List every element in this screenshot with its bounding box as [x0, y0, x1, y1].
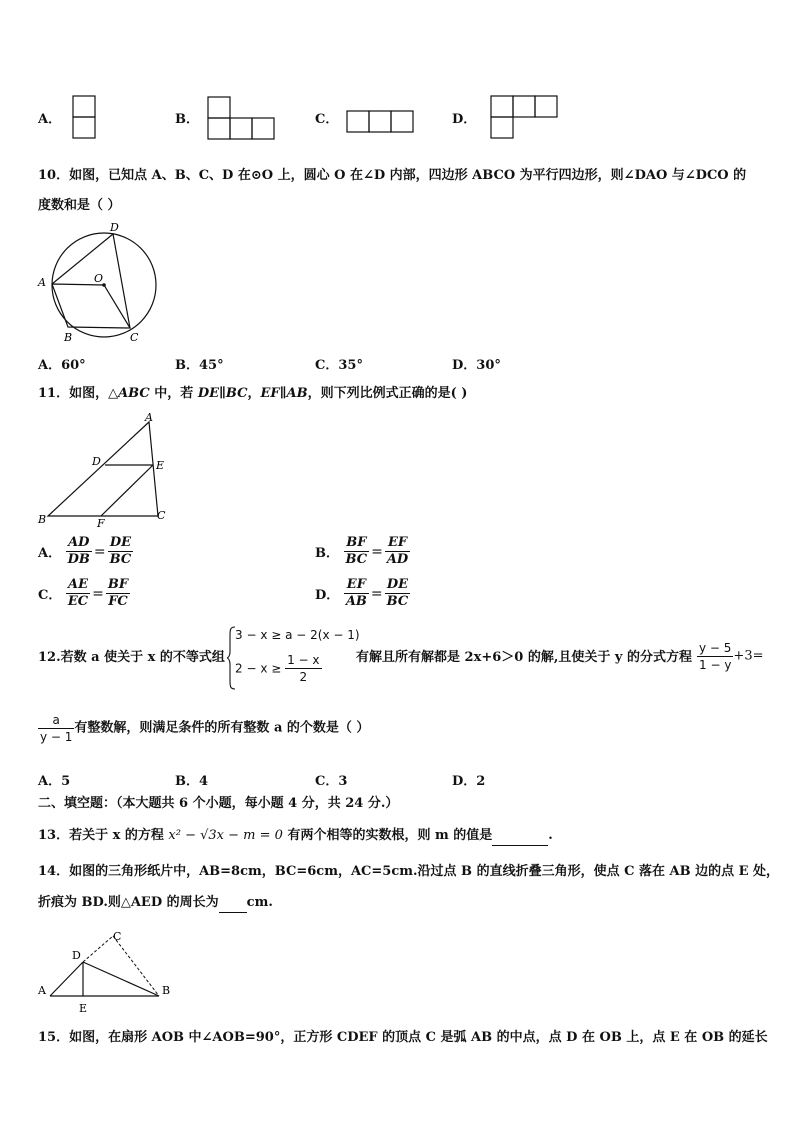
q13-stem-post: 有两个相等的实数根，则 m 的值是 — [282, 828, 493, 843]
q13-answer-blank[interactable] — [492, 831, 548, 846]
q11-label-d: D — [92, 455, 101, 468]
q11-stem-cond1: DE∥BC — [197, 386, 248, 401]
q11-stem-triangle: △ABC — [108, 386, 150, 401]
q11-stem-sep: ， — [247, 386, 261, 401]
q12-options — [0, 770, 794, 790]
fraction-numerator: EF — [344, 577, 369, 594]
q11-stem-cond2: EF∥AB — [260, 386, 308, 401]
q11-option-a-left-fraction — [66, 535, 92, 568]
q11-option-b[interactable] — [315, 535, 410, 568]
q12-inequality-system — [226, 624, 360, 692]
q13-stem — [38, 826, 553, 846]
q12-equation-rhs-fraction — [38, 712, 74, 745]
q9-option-c-label[interactable]: C． — [315, 112, 339, 127]
q11-option-d-right-fraction — [385, 577, 411, 610]
q11-option-b-left-fraction — [344, 535, 370, 568]
section-2-heading: 二、填空题：（本大题共 6 个小题，每小题 4 分，共 24 分.） — [38, 796, 399, 811]
fraction-denominator: y − 1 — [40, 730, 73, 744]
q11-label-e: E — [156, 459, 165, 472]
q12-stem-mid — [356, 648, 692, 668]
q11-option-c[interactable] — [38, 577, 130, 610]
equals-sign: = — [92, 585, 104, 602]
q11-figure — [36, 412, 176, 532]
fraction-numerator: a — [38, 712, 74, 729]
q10-quad-abco — [52, 284, 130, 328]
q12-option-c[interactable]: C．3 — [315, 774, 348, 789]
q9-option-a-label[interactable]: A． — [38, 112, 62, 127]
q9-option-d-figure — [490, 95, 562, 143]
q11-option-c-label: C． — [38, 588, 62, 603]
q11-stem-pre: 11．如图， — [38, 386, 109, 401]
q11-option-a[interactable] — [38, 535, 133, 568]
q11-option-b-right-fraction — [385, 535, 410, 568]
q11-stem — [38, 384, 467, 404]
q10-option-c[interactable]: C．35° — [315, 358, 363, 373]
q11-stem-post: ，则下列比例式正确的是( ) — [307, 386, 468, 401]
equals-sign: = — [371, 543, 383, 560]
q11-label-b: B — [38, 513, 47, 526]
q11-option-a-label: A． — [38, 546, 62, 561]
fraction-numerator: 1 − x — [287, 653, 320, 667]
q11-triangle-abc — [48, 422, 158, 516]
q10-label-d: D — [110, 221, 119, 234]
q11-label-f: F — [97, 517, 105, 530]
fraction-denominator: EC — [67, 594, 89, 609]
q11-option-c-left-fraction — [66, 577, 90, 610]
q14-label-c: C — [113, 930, 122, 943]
fraction-denominator: AD — [386, 552, 409, 567]
q12-inequality-2 — [235, 652, 322, 685]
fraction-numerator: BF — [344, 535, 370, 552]
fraction-numerator: DE — [108, 535, 134, 552]
fraction-denominator: DB — [67, 552, 90, 567]
q9-option-a-figure — [72, 95, 98, 141]
q10-option-a[interactable]: A．60° — [38, 358, 86, 373]
q9-option-b-figure — [207, 96, 279, 142]
q14-line2 — [38, 893, 273, 913]
q14-figure — [34, 926, 176, 1018]
q12-inequality-2-fraction — [285, 652, 321, 685]
equals-sign: = — [370, 585, 383, 602]
q12-stem-pre: 12.若数 a 使关于 x 的不等式组 — [38, 650, 225, 665]
q14-answer-blank[interactable] — [219, 898, 247, 913]
q10-options — [0, 354, 794, 374]
q9-option-c-figure — [346, 110, 416, 134]
q15-line1: 15．如图，在扇形 AOB 中∠AOB=90°，正方形 CDEF 的顶点 C 是弧 AB 的中点，点 D 在 OB 上，点 E 在 OB 的延长 — [38, 1030, 768, 1045]
q11-stem-mid: 中，若 — [149, 386, 198, 401]
q10-option-b[interactable]: B．45° — [175, 358, 224, 373]
q14-line2-post: cm. — [246, 895, 273, 910]
q13-stem-pre: 13．若关于 x 的方程 — [38, 828, 169, 843]
fraction-numerator: BF — [107, 577, 129, 592]
q12-option-b[interactable]: B．4 — [175, 774, 209, 789]
q11-option-d-label: D． — [315, 588, 340, 603]
q11-option-d[interactable] — [315, 577, 410, 610]
q14-segment-db — [83, 962, 159, 996]
q9-option-b-label[interactable]: B． — [175, 112, 199, 127]
q9-option-d-label[interactable]: D． — [452, 112, 477, 127]
fraction-denominator: 1 − y — [699, 658, 732, 672]
fraction-denominator: 2 — [299, 670, 308, 684]
q10-option-d[interactable]: D．30° — [452, 358, 501, 373]
fraction-denominator: AB — [345, 594, 367, 609]
q10-stem-line2: 度数和是（ ） — [38, 198, 121, 213]
q11-option-d-left-fraction — [344, 577, 369, 610]
q14-label-b: B — [162, 984, 171, 997]
fraction-numerator: AD — [66, 535, 92, 552]
q11-option-b-label: B． — [315, 546, 339, 561]
q10-stem-line1: 10．如图，已知点 A、B、C、D 在⊙O 上，圆心 O 在∠D 内部，四边形 ABCO 为平行四边形，则∠DAO 与∠DCO 的 — [38, 168, 747, 183]
q12-option-d[interactable]: D．2 — [452, 774, 486, 789]
q11-option-a-right-fraction — [108, 535, 134, 568]
fraction-denominator: BC — [109, 552, 132, 567]
q12-equation-fraction — [697, 640, 733, 673]
q12-stem-mid-text: 有解且所有解都是 2x+6＞0 的解,且使关于 y 的分式方程 — [356, 650, 692, 665]
fraction-denominator: FC — [108, 594, 128, 609]
fraction-denominator: BC — [345, 552, 368, 567]
q14-label-e: E — [79, 1002, 88, 1015]
q12-option-a[interactable]: A．5 — [38, 774, 71, 789]
fraction-numerator: AE — [66, 577, 90, 594]
q10-label-o: O — [94, 272, 104, 285]
q9-options — [0, 90, 794, 140]
q10-label-a: A — [38, 276, 46, 289]
q13-equation: x² − √3x − m = 0 — [168, 828, 283, 843]
q14-dashed-cb — [113, 936, 159, 996]
q14-line2-pre: 折痕为 BD.则△AED 的周长为 — [38, 895, 219, 910]
q12-equation — [697, 640, 763, 673]
q12-inequality-2-left: 2 − x ≥ — [235, 661, 286, 676]
q10-figure — [36, 220, 162, 346]
q12-stem-post: 有整数解，则满足条件的所有整数 a 的个数是（ ） — [74, 720, 370, 736]
q14-label-d: D — [72, 949, 81, 962]
fraction-denominator: BC — [386, 594, 409, 609]
q14-line1: 14．如图的三角形纸片中，AB=8cm，BC=6cm，AC=5cm.沿过点 B 的直线折叠三角形，使点 C 落在 AB 边的点 E 处， — [38, 864, 780, 879]
equals-sign: = — [93, 543, 106, 560]
q10-label-b: B — [64, 331, 73, 344]
q14-segment-ad — [50, 962, 83, 996]
fraction-numerator: DE — [385, 577, 411, 594]
fraction-numerator: EF — [385, 535, 410, 552]
fraction-numerator: y − 5 — [699, 641, 732, 655]
q11-label-a: A — [145, 412, 153, 424]
q12-stem-line2 — [38, 712, 369, 745]
q11-option-c-right-fraction — [106, 577, 130, 610]
q10-label-c: C — [130, 331, 139, 344]
q12-equation-tail: +3= — [733, 648, 764, 664]
q14-label-a: A — [38, 984, 46, 997]
q14-dashed-dc — [83, 936, 113, 962]
q11-segment-ef — [101, 465, 153, 516]
q12-inequality-1: 3 − x ≥ a − 2(x − 1) — [235, 628, 360, 642]
q13-stem-end: . — [548, 828, 553, 843]
q11-label-c: C — [157, 509, 166, 522]
